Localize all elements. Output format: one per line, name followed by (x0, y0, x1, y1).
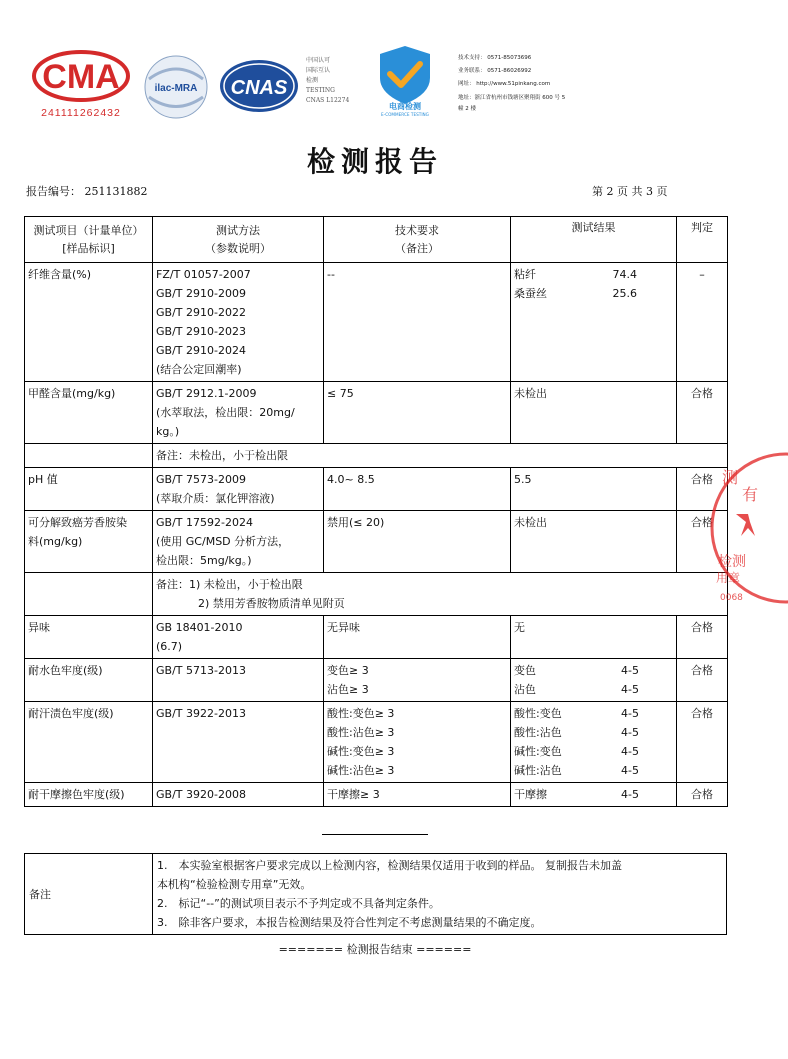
note-line: 备注：1) 未检出，小于检出限 (156, 578, 303, 591)
cnas-logo-text: CNAS (230, 77, 288, 99)
method-line: GB/T 7573-2009 (156, 473, 246, 486)
row-verdict: 合格 (677, 702, 728, 783)
row-verdict: 合格 (677, 511, 728, 573)
row-method (153, 468, 324, 511)
cma-logo (30, 50, 132, 122)
cnas-cert-text (306, 56, 349, 106)
row-method: GB/T 3920-2008 (153, 783, 324, 807)
result-line (514, 761, 673, 780)
row-result (511, 783, 677, 807)
result-line (514, 680, 673, 699)
cert-line: 国际互认 (306, 67, 331, 74)
result-value: 4-5 (621, 764, 639, 777)
result-line (514, 742, 673, 761)
contact-line: 业务联系： 0571-86026992 (458, 68, 532, 74)
ilac-mra-logo (143, 54, 209, 120)
stamp-char: 有 (742, 485, 759, 504)
table-row (25, 783, 728, 807)
method-line: GB/T 2910-2022 (156, 306, 246, 319)
test-results-table (24, 216, 728, 807)
table-row (25, 659, 728, 702)
requirement-line: 酸性:沾色≥ 3 (327, 726, 395, 739)
row-result (511, 659, 677, 702)
row-result: 未检出 (511, 382, 677, 444)
ilac-logo-text: ilac-MRA (154, 83, 198, 94)
header-result: 测试结果 (511, 217, 677, 263)
row-note (153, 573, 728, 616)
row-requirement: ≤ 75 (324, 382, 511, 444)
cert-line: TESTING (306, 87, 335, 94)
row-requirement: 4.0~ 8.5 (324, 468, 511, 511)
row-item: 异味 (25, 616, 153, 659)
table-row (25, 382, 728, 444)
notes-row (25, 854, 727, 935)
requirement-line: 沾色≥ 3 (327, 683, 369, 696)
header-item-line: [样品标识] (62, 241, 115, 255)
stamp-char: 检测 (718, 554, 746, 570)
note-line: 2) 禁用芳香胺物质清单见附页 (198, 597, 345, 610)
row-item: pH 值 (25, 468, 153, 511)
item-line: 料(mg/kg) (28, 535, 83, 548)
row-method: GB/T 3922-2013 (153, 702, 324, 783)
cert-line: 检测 (306, 77, 319, 84)
note-line: 2. 标记“--”的测试项目表示不予判定或不具备判定条件。 (157, 897, 440, 910)
result-name: 沾色 (514, 683, 536, 696)
cert-line: CNAS L12274 (306, 97, 350, 104)
cma-logo-text: CMA (42, 58, 120, 96)
method-line: (使用 GC/MSD 分析方法， (156, 535, 290, 548)
stamp-char: 用章 (716, 571, 741, 585)
row-item (25, 511, 153, 573)
contact-line: 幢 2 楼 (458, 106, 476, 112)
method-line: kg。) (156, 425, 180, 438)
result-name: 酸性:沾色 (514, 726, 562, 739)
row-method (153, 382, 324, 444)
row-result: 无 (511, 616, 677, 659)
header-item (25, 217, 153, 263)
notes-label: 备注 (25, 854, 153, 935)
ec-logo-name: 电商检测 (389, 102, 421, 111)
row-requirement (324, 702, 511, 783)
row-verdict: – (677, 263, 728, 382)
result-name: 碱性:沾色 (514, 764, 562, 777)
result-name: 碱性:变色 (514, 745, 562, 758)
result-value: 74.4 (612, 268, 637, 281)
row-requirement: 禁用(≤ 20) (324, 511, 511, 573)
result-value: 4-5 (621, 683, 639, 696)
row-result: 未检出 (511, 511, 677, 573)
row-verdict: 合格 (677, 468, 728, 511)
result-line (514, 785, 673, 804)
row-method (153, 511, 324, 573)
header-requirement-line: （备注） (395, 241, 439, 255)
row-requirement: 干摩擦≥ 3 (324, 783, 511, 807)
result-name: 干摩擦 (514, 788, 547, 801)
page-info: 第 2 页 共 3 页 (592, 185, 668, 198)
stamp-char: 测 (722, 468, 739, 487)
contact-line: 技术支持： 0571-85073696 (458, 55, 532, 61)
requirement-line: 碱性:沾色≥ 3 (327, 764, 395, 777)
row-result: 5.5 (511, 468, 677, 511)
note-blank (25, 573, 153, 616)
row-note: 备注：未检出，小于检出限 (153, 444, 728, 468)
method-line: GB/T 17592-2024 (156, 516, 253, 529)
table-row (25, 616, 728, 659)
result-line (514, 265, 673, 284)
result-line (514, 661, 673, 680)
ec-logo-sub: E-COMMERCE TESTING (381, 112, 429, 117)
result-value: 25.6 (612, 287, 637, 300)
table-row (25, 511, 728, 573)
contact-line: 网址： http://www.51pinkang.com (458, 81, 551, 87)
table-note-row (25, 444, 728, 468)
row-item: 纤维含量(%) (25, 263, 153, 382)
report-number: 报告编号： 251131882 (26, 185, 148, 198)
row-item: 耐汗渍色牢度(级) (25, 702, 153, 783)
table-row (25, 263, 728, 382)
notes-table (24, 853, 727, 935)
row-method: GB/T 5713-2013 (153, 659, 324, 702)
row-verdict: 合格 (677, 382, 728, 444)
result-name: 酸性:变色 (514, 707, 562, 720)
header-verdict: 判定 (677, 217, 728, 263)
table-row (25, 702, 728, 783)
note-line: 3. 除非客户要求，本报告检测结果及符合性判定不考虑测量结果的不确定度。 (157, 916, 542, 929)
item-line: 可分解致癌芳香胺染 (28, 516, 127, 529)
row-requirement (324, 659, 511, 702)
table-header-row (25, 217, 728, 263)
header-method-line: （参数说明） (205, 241, 271, 255)
method-line: GB/T 2910-2023 (156, 325, 246, 338)
cma-number: 241111262432 (41, 107, 121, 119)
table-note-row (25, 573, 728, 616)
row-requirement: -- (324, 263, 511, 382)
header-item-line: 测试项目（计量单位） (33, 223, 144, 237)
row-item: 耐水色牢度(级) (25, 659, 153, 702)
method-line: (6.7) (156, 640, 183, 653)
notes-content (153, 854, 727, 935)
report-title: 检测报告 (306, 145, 443, 178)
cnas-logo (218, 58, 300, 114)
row-item: 耐干摩擦色牢度(级) (25, 783, 153, 807)
header-method-line: 测试方法 (216, 223, 260, 237)
cert-line: 中国认可 (306, 57, 331, 64)
contact-line: 地址：浙江省杭州市钱塘区聚翔街 600 号 5 (458, 95, 566, 101)
result-name: 桑蚕丝 (514, 287, 547, 300)
method-line: GB/T 2910-2024 (156, 344, 246, 357)
requirement-line: 酸性:变色≥ 3 (327, 707, 395, 720)
result-value: 4-5 (621, 745, 639, 758)
table-row (25, 468, 728, 511)
stamp-char: 0068 (720, 593, 743, 603)
method-line: GB 18401-2010 (156, 621, 243, 634)
method-line: (结合公定回潮率) (156, 363, 242, 376)
result-value: 4-5 (621, 788, 639, 801)
report-end-text: ======= 检测报告结束 ====== (278, 943, 472, 956)
method-line: 检出限：5mg/kg。) (156, 554, 252, 567)
row-item: 甲醛含量(mg/kg) (25, 382, 153, 444)
requirement-line: 变色≥ 3 (327, 664, 369, 677)
result-value: 4-5 (621, 664, 639, 677)
note-line: 1. 本实验室根据客户要求完成以上检测内容，检测结果仅适用于收到的样品。 复制报告未加盖 (157, 859, 622, 872)
header-requirement (324, 217, 511, 263)
row-verdict: 合格 (677, 783, 728, 807)
method-line: GB/T 2912.1-2009 (156, 387, 257, 400)
method-line: (萃取介质：氯化钾溶液) (156, 492, 275, 505)
result-name: 粘纤 (514, 268, 536, 281)
row-verdict: 合格 (677, 616, 728, 659)
header-requirement-line: 技术要求 (395, 223, 439, 237)
result-name: 变色 (514, 664, 536, 677)
result-line (514, 723, 673, 742)
separator-line (322, 834, 428, 835)
ecommerce-testing-logo (370, 42, 440, 118)
note-blank (25, 444, 153, 468)
row-requirement: 无异味 (324, 616, 511, 659)
result-line (514, 704, 673, 723)
result-value: 4-5 (621, 726, 639, 739)
row-result (511, 263, 677, 382)
result-value: 4-5 (621, 707, 639, 720)
row-method (153, 263, 324, 382)
inspection-seal-stamp (708, 448, 788, 608)
method-line: (水萃取法，检出限：20mg/ (156, 406, 295, 419)
row-method (153, 616, 324, 659)
note-line: 本机构“检验检测专用章”无效。 (157, 878, 312, 891)
row-result (511, 702, 677, 783)
method-line: FZ/T 01057-2007 (156, 268, 251, 281)
requirement-line: 碱性:变色≥ 3 (327, 745, 395, 758)
row-verdict: 合格 (677, 659, 728, 702)
contact-info (458, 52, 628, 115)
result-line (514, 284, 673, 303)
method-line: GB/T 2910-2009 (156, 287, 246, 300)
header-method (153, 217, 324, 263)
